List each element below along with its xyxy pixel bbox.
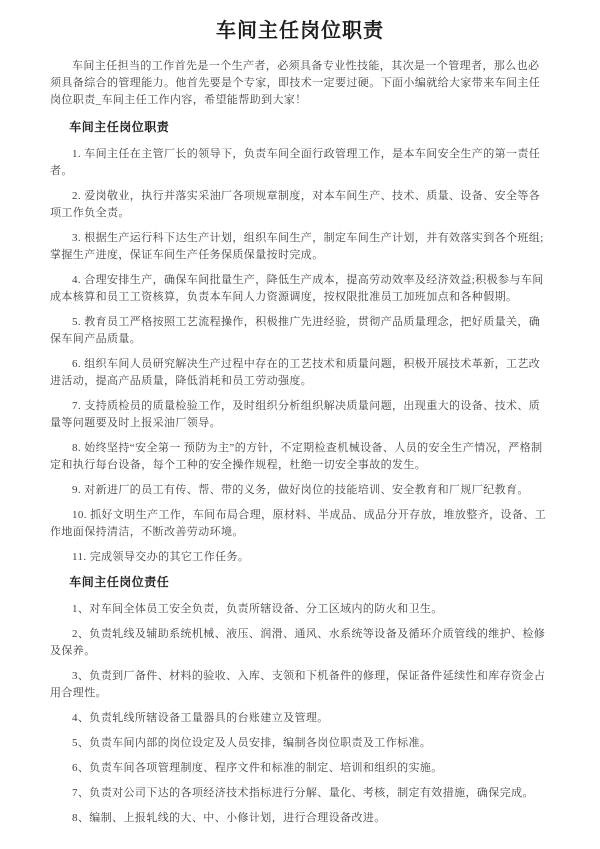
list-item: 11. 完成领导交办的其它工作任务。: [72, 551, 250, 563]
document-title: 车间主任岗位职责: [216, 20, 384, 42]
list-item: 5. 教育员工严格按照工艺流程操作，积极推广先进经验，贯彻产品质量理念，把好质量关，确保车间产品质量。: [50, 316, 541, 345]
list-item: 8、编制、上报轧线的大、中、小修计划，进行合理设备改进。: [72, 812, 386, 824]
section-2-heading: 车间主任岗位责任: [69, 575, 170, 589]
list-item: 7. 支持质检员的质量检验工作，及时组织分析组织解决质量问题，出现重大的设备、技术、质量等问题要及时上报采油厂领导。: [50, 400, 541, 429]
list-item: 1. 车间主任在主管厂长的领导下，负责车间全面行政管理工作，是本车间安全生产的第一责任者。: [50, 148, 541, 177]
list-item: 6、负责车间各项管理制度、程序文件和标准的制定、培训和组织的实施。: [72, 762, 443, 774]
list-item: 7、负责对公司下达的各项经济技术指标进行分解、量化、考核，制定有效措施，确保完成。: [72, 787, 534, 799]
list-item: 5、负责车间内部的岗位设定及人员安排，编制各岗位职责及工作标准。: [72, 737, 432, 749]
list-item: 9. 对新进厂的员工有传、帮、带的义务，做好岗位的技能培训、安全教育和厂规厂纪教育。: [72, 484, 529, 496]
list-item: 3. 根据生产运行科下达生产计划，组织车间生产，制定车间生产计划，并有效落实到各个班组;掌握生产进度，保证车间生产任务保质保量按时完成。: [50, 232, 544, 261]
list-item: 3、负责到厂备件、材料的验收、入库、支领和下机备件的修理，保证备件延续性和库存资金占用合理性。: [50, 670, 546, 699]
list-item: 4、负责轧线所辖设备工量器具的台账建立及管理。: [72, 712, 329, 724]
list-item: 2. 爱岗敬业，执行并落实采油厂各项规章制度，对本车间生产、技术、质量、设备、安全等各项工作负全责。: [50, 190, 541, 219]
section-1-heading: 车间主任岗位职责: [69, 120, 170, 134]
list-item: 8. 始终坚持“安全第一 预防为主”的方针，不定期检查机械设备、人员的安全生产情况，严格制定和执行每台设备，每个工种的安全操作规程，杜绝一切安全事故的发生。: [50, 442, 543, 471]
list-item: 6. 组织车间人员研究解决生产过程中存在的工艺技术和质量问题，积极开展技术革新，工艺改进活动，提高产品质量，降低消耗和员工劳动强度。: [50, 358, 541, 387]
list-item: 10. 抓好文明生产工作，车间布局合理，原材料、半成品、成品分开存放，堆放整齐，设备、工作地面保持清洁，不断改善劳动环境。: [50, 509, 547, 538]
list-item: 1、对车间全体员工安全负责，负责所辖设备、分工区域内的防火和卫生。: [72, 603, 443, 615]
intro-paragraph: 车间主任担当的工作首先是一个生产者，必须具备专业性技能，其次是一个管理者，那么也必须具备综合的管理能力。他首先要是个专家，即技术一定要过硬。下面小编就给大家带来车间主任岗位职责_车间主任工作内容，希望能帮助到大家！: [50, 60, 541, 106]
list-item: 4. 合理安排生产，确保车间批量生产，降低生产成本，提高劳动效率及经济效益;积极参与车间成本核算和员工工资核算，负责本车间人力资源调度，按权限批准员工加班加点和各种假期。: [50, 274, 544, 303]
list-item: 2、负责轧线及辅助系统机械、液压、润滑、通风、水系统等设备及循环介质管线的维护、检修及保养。: [50, 628, 546, 657]
